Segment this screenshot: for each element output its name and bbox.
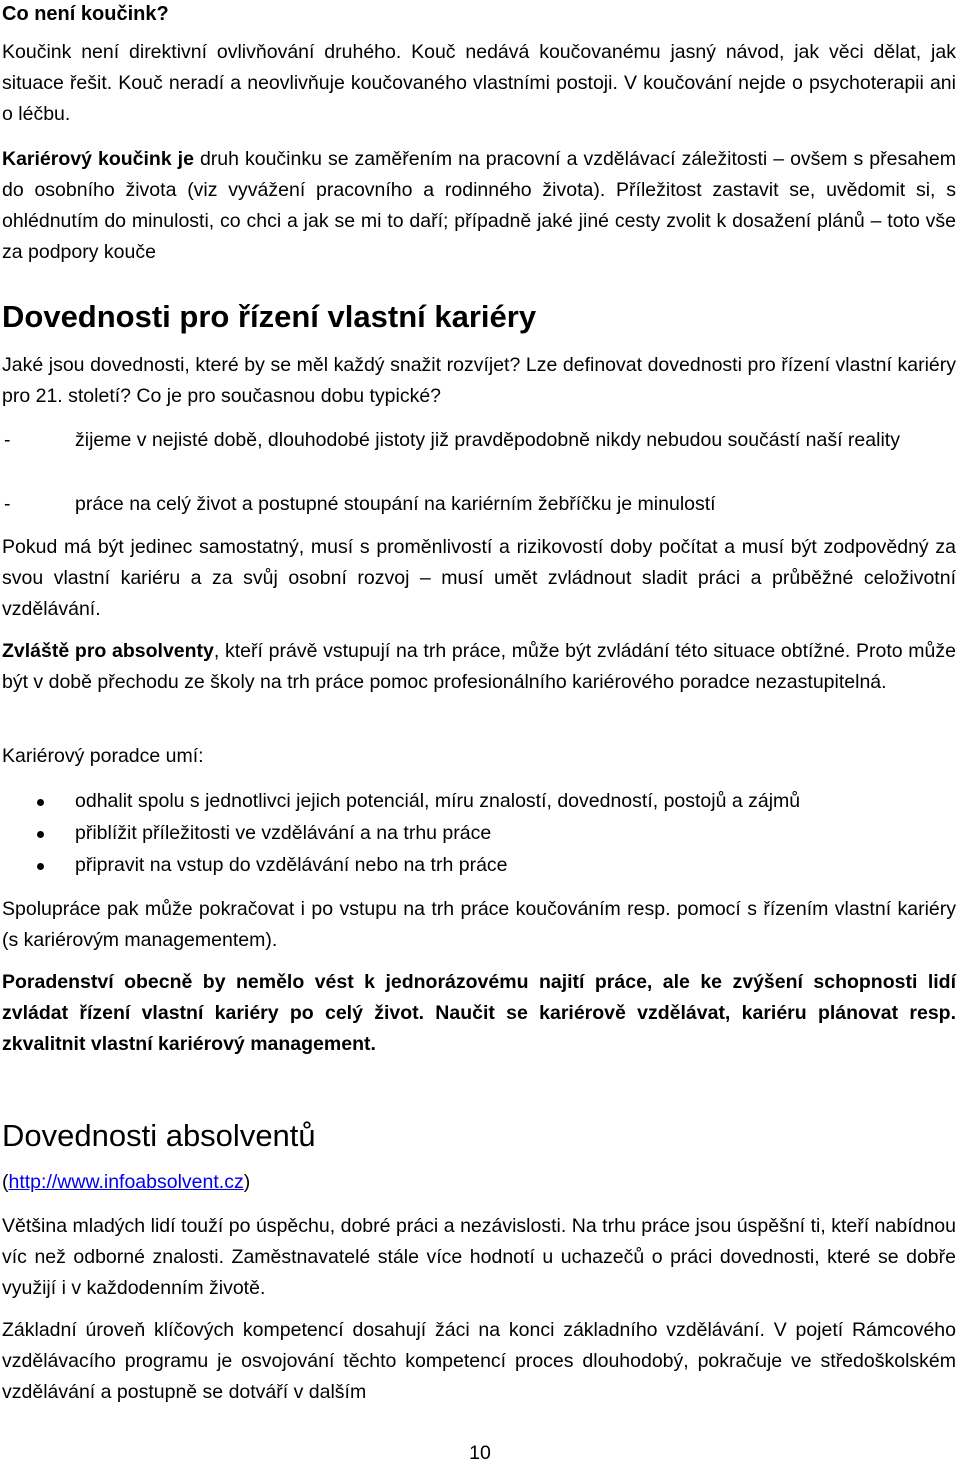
paragraph-intro-dovednosti: Jaké jsou dovednosti, které by se měl každý snažit rozvíjet? Lze definovat dovednosti pro řízení vlastní kariéry pro 21. století? Co je pro současnou dobu typické? bbox=[2, 354, 956, 407]
dash-marker: - bbox=[4, 429, 11, 451]
bold-karierovy-koucink: Kariérový koučink je bbox=[2, 148, 194, 170]
bullet-list-item-text: připravit na vstup do vzdělávání nebo na trh práce bbox=[75, 854, 508, 876]
paragraph-karierovy-koucink bbox=[2, 144, 956, 268]
dash-list-item bbox=[0, 489, 956, 520]
bullet-icon bbox=[37, 863, 44, 870]
paragraph-vetsina-mladych: Většina mladých lidí touží po úspěchu, dobré práci a nezávislosti. Na trhu práce jsou úspěšní ti, kteří nabídnou víc než odborné znalosti. Zaměstnavatelé stále více hodnotí u uchazečů o práci dovednosti, které se dobře využijí i v každodenním životě. bbox=[2, 1215, 956, 1299]
bold-zvlaste-pro-absolventy: Zvláště pro absolventy bbox=[2, 640, 214, 662]
dash-marker: - bbox=[4, 493, 11, 515]
bullet-list-item bbox=[0, 786, 956, 817]
paragraph-poradenstvi: Poradenství obecně by nemělo vést k jednorázovému najití práce, ale ke zvýšení schopnosti lidí zvládat řízení vlastní kariéry po celý život. Naučit se kariérově vzdělávat, kariéru plánovat resp. zkvalitnit vlastní kariérový management. bbox=[2, 971, 956, 1055]
dash-list-item-text: žijeme v nejisté době, dlouhodobé jistoty již pravděpodobně nikdy nebudou součástí naší reality bbox=[75, 429, 900, 451]
paragraph-poradce-umi: Kariérový poradce umí: bbox=[2, 745, 204, 767]
heading-co-neni-koucink: Co není koučink? bbox=[2, 3, 169, 25]
bullet-list-item bbox=[0, 850, 956, 881]
bullet-icon bbox=[37, 799, 44, 806]
paragraph-absolventi bbox=[2, 636, 956, 698]
page-number: 10 bbox=[469, 1442, 491, 1464]
heading-dovednosti-absolventu: Dovednosti absolventů bbox=[2, 1118, 316, 1153]
paragraph-koucink-neni: Koučink není direktivní ovlivňování druhého. Kouč nedává koučovanému jasný návod, jak věci dělat, jak situace řešit. Kouč neradí a neovlivňuje koučovaného vlastními postoji. V koučování nejde o psychoterapii ani o léčbu. bbox=[2, 41, 956, 125]
paren-close: ) bbox=[243, 1171, 251, 1193]
dash-list-item-text: práce na celý život a postupné stoupání na kariérním žebříčku je minulostí bbox=[75, 493, 716, 515]
infoabsolvent-link[interactable]: http://www.infoabsolvent.cz bbox=[8, 1171, 244, 1193]
paragraph-karierovy-koucink-text: druh koučinku se zaměřením na pracovní a vzdělávací záležitosti – ovšem s přesahem do osobního života (viz vyvážení pracovního a rodinného života). Příležitost zastavit se, uvědomit si, s ohlédnutím do minulosti, co chci a jak se mi to daří; případně jaké jiné cesty zvolit k dosažení plánů – toto vše za podpory kouče bbox=[2, 148, 956, 263]
bullet-list-item-text: přiblížit příležitosti ve vzdělávání a na trhu práce bbox=[75, 822, 492, 844]
dash-list-item bbox=[0, 425, 956, 487]
paren-open: ( bbox=[2, 1171, 9, 1193]
bullet-icon bbox=[37, 831, 44, 838]
bullet-list-item-text: odhalit spolu s jednotlivci jejich potenciál, míru znalostí, dovedností, postojů a zájmů bbox=[75, 790, 801, 812]
paragraph-jedinec: Pokud má být jedinec samostatný, musí s proměnlivostí a rizikovostí doby počítat a musí být zodpovědný za svou vlastní kariéru a za svůj osobní rozvoj – musí umět zvládnout sladit práci a průběžné celoživotní vzdělávání. bbox=[2, 536, 956, 620]
bullet-list-item bbox=[0, 818, 956, 849]
heading-dovednosti-rizeni-kariery: Dovednosti pro řízení vlastní kariéry bbox=[2, 299, 537, 334]
paragraph-absolventi-text: , kteří právě vstupují na trh práce, může být zvládání této situace obtížné. Proto může být v době přechodu ze školy na trh práce pomoc profesionálního kariérového poradce nezastupitelná. bbox=[2, 640, 956, 693]
source-line bbox=[2, 1167, 956, 1198]
paragraph-spoluprace: Spolupráce pak může pokračovat i po vstupu na trh práce koučováním resp. pomocí s řízením vlastní kariéry (s kariérovým managementem). bbox=[2, 898, 956, 951]
paragraph-zakladni-uroven: Základní úroveň klíčových kompetencí dosahují žáci na konci základního vzdělávání. V pojetí Rámcového vzdělávacího programu je osvojování těchto kompetencí proces dlouhodobý, pokračuje ve středoškolském vzdělávání a postupně se dotváří v dalším bbox=[2, 1319, 956, 1403]
